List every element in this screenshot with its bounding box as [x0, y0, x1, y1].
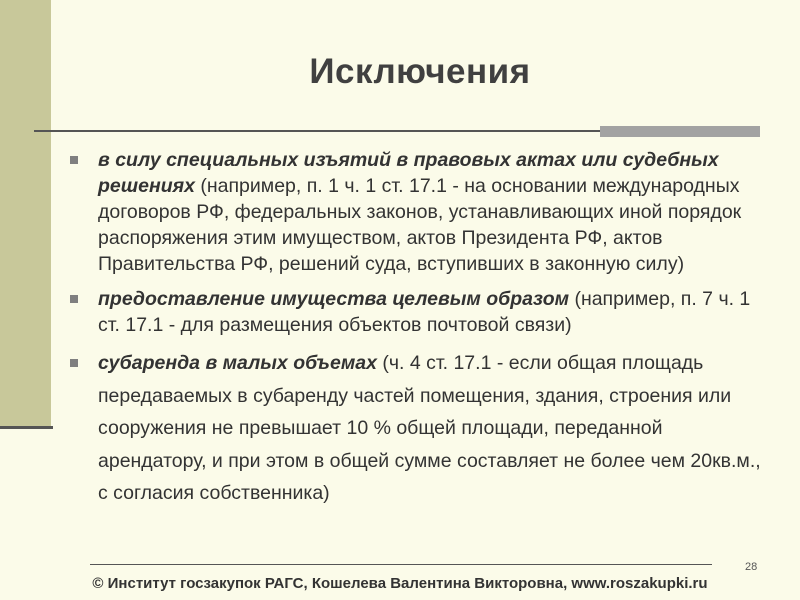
bullet-emphasis: в силу специальных изъятий в правовых актах или судебных решениях: [98, 149, 719, 197]
bullet-emphasis: субаренда в малых объемах: [98, 352, 377, 374]
bullet-body: (например, п. 7 ч. 1 ст. 17.1 - для размещения объектов почтовой связи): [98, 288, 751, 336]
square-bullet-icon: [70, 156, 78, 164]
page-number: 28: [745, 561, 758, 573]
title-divider-block: [600, 126, 760, 137]
bullet-text: [98, 347, 770, 510]
bullet-body: (ч. 4 ст. 17.1 - если общая площадь передаваемых в субаренду частей помещения, здания, строения или сооружения не превышает 10 % общей площади, переданной арендатору, и при этом в общей сумме составляет не более чем 20кв.м., с согласия собственника): [98, 352, 761, 504]
square-bullet-icon: [70, 295, 78, 303]
bullet-text: [98, 147, 770, 277]
bullet-text: [98, 286, 770, 338]
bullet-list: [70, 147, 770, 519]
bullet-emphasis: предоставление имущества целевым образом: [98, 288, 570, 310]
bullet-item-special-exemptions: [70, 147, 770, 277]
bullet-item-small-sublease: [70, 347, 770, 510]
bullet-body: (например, п. 1 ч. 1 ст. 17.1 - на основании международных договоров РФ, федеральных законов, устанавливающих иной порядок распоряжения этим имуществом, актов Президента РФ, актов Правительства РФ, решений суда, вступивших в законную силу): [98, 175, 742, 275]
footer-divider: [90, 564, 712, 565]
left-bar-underline: [0, 426, 53, 429]
slide-title: Исключения: [309, 52, 531, 91]
left-decorative-bar: [0, 0, 51, 428]
square-bullet-icon: [70, 359, 78, 367]
footer-copyright: © Институт госзакупок РАГС, Кошелева Валентина Викторовна, www.roszakupki.ru: [92, 575, 708, 592]
title-divider: [34, 130, 600, 132]
bullet-item-targeted-provision: [70, 286, 770, 338]
